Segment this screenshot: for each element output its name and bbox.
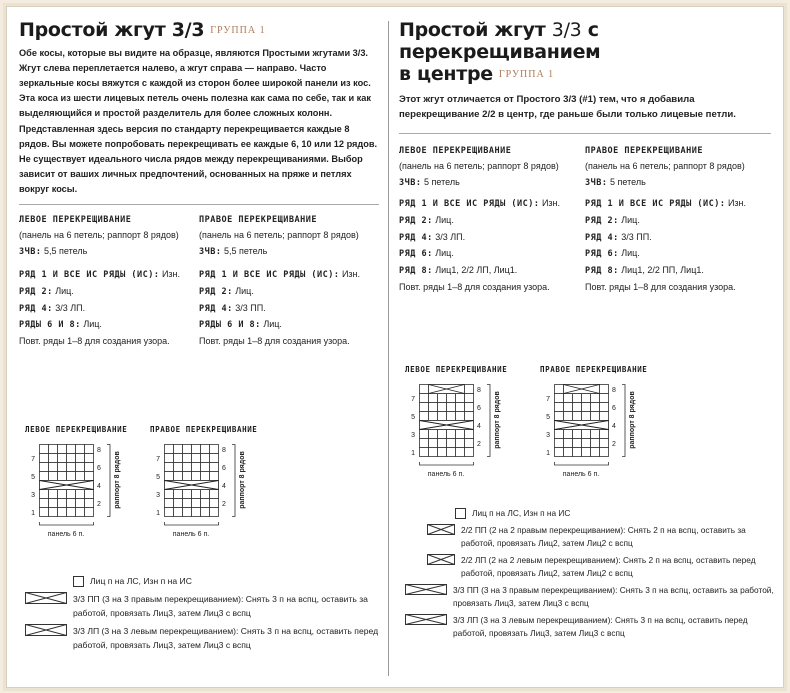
chart-cell	[192, 490, 201, 499]
row-number-left: 1	[31, 510, 35, 517]
chart-cell	[429, 403, 438, 412]
row-number-right: 6	[477, 405, 481, 412]
chart-cell	[591, 394, 600, 403]
panel-bracket	[555, 462, 609, 465]
row-number-right: 6	[222, 465, 226, 472]
left-title: Простой жгут 3/3 ГРУППА 1	[19, 19, 266, 41]
chart-cell	[58, 472, 67, 481]
chart-cell	[76, 463, 85, 472]
chart-cell	[165, 499, 174, 508]
row-number-left: 5	[411, 414, 415, 421]
chart-cell	[573, 439, 582, 448]
left-chart-right-cross	[150, 425, 275, 561]
instr-row2: РЯД 2: Лиц.	[585, 214, 640, 226]
instr-row1: РЯД 1 И ВСЕ ИС РЯДЫ (ИС): Изн.	[19, 268, 181, 280]
left-group-label: ГРУППА 1	[210, 24, 266, 36]
knit-square-icon	[455, 508, 466, 519]
chart-cell	[573, 412, 582, 421]
row-number-right: 2	[97, 501, 101, 508]
chart-cell	[58, 508, 67, 517]
cross-right-2-2-icon	[427, 524, 455, 535]
row-number-left: 7	[156, 456, 160, 463]
chart-cell	[447, 430, 456, 439]
instr-row6: РЯД 6: Лиц.	[399, 248, 454, 260]
instr-row8: РЯД 8: Лиц1, 2/2 ЛП, Лиц1.	[399, 265, 518, 277]
instr-repeat: Повт. ряды 1–8 для создания узора.	[19, 336, 170, 347]
right-chart-right-cross	[540, 365, 665, 501]
chart-cell	[76, 445, 85, 454]
panel-label: панель 6 п.	[172, 531, 210, 538]
instr-row1: РЯД 1 И ВСЕ ИС РЯДЫ (ИС): Изн.	[585, 198, 747, 210]
chart-cell	[201, 499, 210, 508]
right-group-label: ГРУППА 1	[498, 68, 555, 80]
chart-cell	[67, 445, 76, 454]
row-number-right: 8	[477, 387, 481, 394]
chart-cell	[165, 472, 174, 481]
row-number-right: 4	[97, 483, 101, 490]
right-instructions	[399, 144, 771, 296]
chart-cell	[465, 430, 474, 439]
chart-cell	[438, 412, 447, 421]
page-frame	[6, 6, 784, 688]
legend-item: 3/3 ЛП (3 на 3 левым перекрещиванием): Снять 3 п на вспц, оставить перед работой, провязать Лиц3, затем Лиц3 с вспц	[405, 614, 777, 640]
chart-cell	[67, 472, 76, 481]
chart-cell	[465, 439, 474, 448]
chart-cell	[564, 412, 573, 421]
chart-cell	[465, 448, 474, 457]
chart-cell	[183, 472, 192, 481]
chart-cell	[564, 448, 573, 457]
chart-cell	[85, 508, 94, 517]
chart-cell	[600, 430, 609, 439]
chart-cell	[600, 385, 609, 394]
chart-cell	[174, 445, 183, 454]
panel-label: панель 6 п.	[562, 471, 600, 478]
panel-label: панель 6 п.	[47, 531, 85, 538]
chart-cell	[67, 508, 76, 517]
chart-cell	[438, 403, 447, 412]
chart-cell	[420, 394, 429, 403]
chart-cell	[582, 412, 591, 421]
legend-item: 2/2 ПП (2 на 2 правым перекрещиванием): Снять 2 п на вспц, оставить за работой, провязать Лиц2, затем Лиц2 с вспц	[427, 524, 777, 550]
chart-cell	[165, 445, 174, 454]
right-left-cross-instructions	[399, 144, 585, 296]
chart-cell	[447, 439, 456, 448]
chart-cell	[174, 499, 183, 508]
row-number-right: 2	[612, 441, 616, 448]
chart-cell	[456, 430, 465, 439]
instr-panel: (панель на 6 петель; раппорт 8 рядов)	[19, 230, 179, 241]
legend-item: Лиц п на ЛС, Изн п на ИС	[455, 507, 777, 520]
legend-item: Лиц п на ЛС, Изн п на ИС	[73, 574, 380, 588]
instr-row8: РЯД 8: Лиц1, 2/2 ПП, Лиц1.	[585, 265, 704, 277]
instr-row4: РЯД 4: 3/3 ЛП.	[19, 302, 86, 314]
chart-cell	[76, 508, 85, 517]
panel-bracket	[40, 522, 94, 525]
chart-cell	[85, 463, 94, 472]
right-legend	[405, 507, 777, 644]
chart-title: ПРАВОЕ ПЕРЕКРЕЩИВАНИЕ	[150, 425, 258, 434]
chart-cell	[67, 463, 76, 472]
legend-item: 2/2 ЛП (2 на 2 левым перекрещиванием): Снять 2 п на вспц, оставить перед работой, провязать Лиц2, затем Лиц2 с вспц	[427, 554, 777, 580]
instr-row2: РЯД 2: Лиц.	[199, 285, 254, 297]
chart-cell	[438, 439, 447, 448]
chart-cell	[555, 430, 564, 439]
chart-cell	[429, 430, 438, 439]
panel-bracket	[165, 522, 219, 525]
cross-left-3-3-icon	[405, 614, 447, 625]
chart-cell	[192, 463, 201, 472]
chart-cell	[210, 508, 219, 517]
stitch-chart	[540, 378, 665, 496]
instr-row1: РЯД 1 И ВСЕ ИС РЯДЫ (ИС): Изн.	[199, 268, 361, 280]
chart-cell	[447, 394, 456, 403]
instr-row68: РЯДЫ 6 И 8: Лиц.	[19, 319, 102, 331]
chart-cell	[564, 430, 573, 439]
instr-row4: РЯД 4: 3/3 ПП.	[199, 302, 266, 314]
instr-row68: РЯДЫ 6 И 8: Лиц.	[199, 319, 282, 331]
repeat-bracket	[487, 385, 490, 457]
chart-cell	[564, 394, 573, 403]
chart-cell	[456, 403, 465, 412]
chart-cell	[438, 430, 447, 439]
chart-cell	[183, 508, 192, 517]
row-number-left: 7	[411, 396, 415, 403]
chart-cell	[210, 463, 219, 472]
row-number-right: 6	[612, 405, 616, 412]
chart-cell	[85, 490, 94, 499]
knit-square-icon	[73, 576, 84, 587]
repeat-label: раппорт 8 рядов	[629, 391, 636, 449]
legend-item: 3/3 ЛП (3 на 3 левым перекрещиванием): Снять 3 п на вспц, оставить перед работой, провязать Лиц3, затем Лиц3 с вспц	[25, 624, 380, 652]
row-number-right: 2	[222, 501, 226, 508]
right-title: Простой жгут 3/3 с перекрещиванием в центре ГРУППА 1	[399, 19, 601, 85]
chart-cell	[573, 394, 582, 403]
chart-cell	[564, 403, 573, 412]
chart-cell	[58, 463, 67, 472]
instr-repeat: Повт. ряды 1–8 для создания узора.	[399, 282, 550, 293]
chart-cell	[210, 454, 219, 463]
chart-cell	[582, 430, 591, 439]
column-divider	[388, 21, 389, 676]
chart-cell	[420, 448, 429, 457]
chart-cell	[183, 490, 192, 499]
chart-cell	[85, 445, 94, 454]
chart-cell	[573, 403, 582, 412]
instr-zchv: ЗЧВ: 5 петель	[399, 177, 460, 189]
chart-cell	[192, 508, 201, 517]
chart-cell	[58, 490, 67, 499]
chart-cell	[49, 463, 58, 472]
repeat-label: раппорт 8 рядов	[494, 391, 501, 449]
chart-cell	[165, 508, 174, 517]
instr-heading: ЛЕВОЕ ПЕРЕКРЕЩИВАНИЕ	[19, 214, 132, 225]
left-rule	[19, 204, 379, 205]
chart-cell	[456, 394, 465, 403]
right-rule	[399, 133, 771, 134]
chart-cell	[456, 412, 465, 421]
chart-cell	[600, 448, 609, 457]
repeat-bracket	[232, 445, 235, 517]
chart-cell	[76, 499, 85, 508]
chart-cell	[456, 439, 465, 448]
chart-cell	[600, 412, 609, 421]
chart-cell	[600, 403, 609, 412]
chart-title: ЛЕВОЕ ПЕРЕКРЕЩИВАНИЕ	[405, 365, 508, 374]
chart-cell	[429, 412, 438, 421]
left-column	[19, 7, 379, 350]
instr-row2: РЯД 2: Лиц.	[19, 285, 74, 297]
chart-cell	[210, 472, 219, 481]
chart-cell	[420, 385, 429, 394]
row-number-right: 4	[222, 483, 226, 490]
chart-cell	[85, 499, 94, 508]
cross-right-3-3-icon	[405, 584, 447, 595]
chart-cell	[40, 499, 49, 508]
row-number-left: 1	[546, 450, 550, 457]
chart-cell	[582, 394, 591, 403]
row-number-right: 8	[222, 447, 226, 454]
left-left-cross-instructions	[19, 213, 199, 350]
row-number-left: 3	[411, 432, 415, 439]
chart-cell	[447, 412, 456, 421]
chart-cell	[420, 430, 429, 439]
panel-label: панель 6 п.	[427, 471, 465, 478]
chart-cell	[174, 508, 183, 517]
chart-cell	[174, 490, 183, 499]
chart-cell	[183, 463, 192, 472]
chart-cell	[438, 448, 447, 457]
chart-cell	[564, 439, 573, 448]
chart-title: ПРАВОЕ ПЕРЕКРЕЩИВАНИЕ	[540, 365, 648, 374]
chart-cell	[201, 454, 210, 463]
chart-cell	[582, 448, 591, 457]
chart-cell	[76, 454, 85, 463]
instr-heading: ПРАВОЕ ПЕРЕКРЕЩИВАНИЕ	[199, 214, 317, 225]
chart-cell	[40, 490, 49, 499]
instr-row1: РЯД 1 И ВСЕ ИС РЯДЫ (ИС): Изн.	[399, 198, 561, 210]
instr-row6: РЯД 6: Лиц.	[585, 248, 640, 260]
chart-cell	[85, 454, 94, 463]
instr-row4: РЯД 4: 3/3 ЛП.	[399, 231, 466, 243]
instr-heading: ПРАВОЕ ПЕРЕКРЕЩИВАНИЕ	[585, 145, 703, 156]
instr-zchv: ЗЧВ: 5 петель	[585, 177, 646, 189]
chart-cell	[174, 472, 183, 481]
chart-cell	[40, 454, 49, 463]
chart-cell	[591, 403, 600, 412]
chart-cell	[555, 394, 564, 403]
row-number-right: 4	[477, 423, 481, 430]
chart-cell	[573, 430, 582, 439]
cross-right-3-3-icon	[25, 592, 67, 604]
row-number-left: 5	[156, 474, 160, 481]
chart-cell	[600, 439, 609, 448]
chart-cell	[456, 448, 465, 457]
cross-left-2-2-icon	[427, 554, 455, 565]
chart-cell	[76, 472, 85, 481]
chart-cell	[183, 454, 192, 463]
chart-cell	[192, 454, 201, 463]
chart-cell	[67, 499, 76, 508]
chart-cell	[210, 445, 219, 454]
chart-cell	[447, 403, 456, 412]
chart-cell	[438, 394, 447, 403]
row-number-left: 1	[156, 510, 160, 517]
instr-repeat: Повт. ряды 1–8 для создания узора.	[585, 282, 736, 293]
repeat-bracket	[622, 385, 625, 457]
chart-cell	[192, 445, 201, 454]
chart-cell	[174, 454, 183, 463]
chart-cell	[582, 403, 591, 412]
chart-cell	[67, 490, 76, 499]
left-instructions	[19, 213, 379, 350]
chart-cell	[555, 412, 564, 421]
instr-row2: РЯД 2: Лиц.	[399, 214, 454, 226]
chart-cell	[58, 454, 67, 463]
row-number-left: 5	[546, 414, 550, 421]
chart-cell	[429, 439, 438, 448]
chart-cell	[555, 448, 564, 457]
chart-cell	[201, 490, 210, 499]
chart-cell	[183, 445, 192, 454]
chart-cell	[420, 412, 429, 421]
row-number-left: 3	[156, 492, 160, 499]
chart-title: ЛЕВОЕ ПЕРЕКРЕЩИВАНИЕ	[25, 425, 128, 434]
right-chart-left-cross	[405, 365, 530, 501]
row-number-right: 6	[97, 465, 101, 472]
chart-cell	[591, 439, 600, 448]
chart-cell	[165, 490, 174, 499]
instr-repeat: Повт. ряды 1–8 для создания узора.	[199, 336, 350, 347]
left-chart-left-cross	[25, 425, 150, 561]
row-number-right: 4	[612, 423, 616, 430]
chart-cell	[600, 394, 609, 403]
chart-cell	[174, 463, 183, 472]
cross-left-3-3-icon	[25, 624, 67, 636]
left-right-cross-instructions	[199, 213, 379, 350]
repeat-bracket	[107, 445, 110, 517]
chart-cell	[210, 490, 219, 499]
chart-cell	[165, 454, 174, 463]
instr-heading: ЛЕВОЕ ПЕРЕКРЕЩИВАНИЕ	[399, 145, 512, 156]
chart-cell	[420, 439, 429, 448]
chart-cell	[555, 439, 564, 448]
stitch-chart	[405, 378, 530, 496]
instr-panel: (панель на 6 петель; раппорт 8 рядов)	[199, 230, 359, 241]
chart-cell	[40, 463, 49, 472]
right-intro: Этот жгут отличается от Простого 3/3 (#1) тем, что я добавила перекрещивание 2/2 в центр, где раньше были только лицевые петли.	[399, 93, 736, 121]
chart-cell	[201, 508, 210, 517]
repeat-label: раппорт 8 рядов	[114, 451, 121, 509]
chart-cell	[192, 499, 201, 508]
chart-cell	[201, 463, 210, 472]
legend-item: 3/3 ПП (3 на 3 правым перекрещиванием): Снять 3 п на вспц, оставить за работой, провязать Лиц3, затем Лиц3 с вспц	[25, 592, 380, 620]
chart-cell	[40, 472, 49, 481]
chart-cell	[447, 448, 456, 457]
chart-cell	[591, 448, 600, 457]
chart-cell	[201, 445, 210, 454]
chart-cell	[465, 403, 474, 412]
chart-cell	[67, 454, 76, 463]
row-number-left: 3	[546, 432, 550, 439]
row-number-left: 7	[546, 396, 550, 403]
row-number-left: 3	[31, 492, 35, 499]
chart-cell	[582, 439, 591, 448]
chart-cell	[591, 430, 600, 439]
chart-cell	[465, 385, 474, 394]
chart-cell	[183, 499, 192, 508]
chart-cell	[210, 499, 219, 508]
chart-cell	[49, 508, 58, 517]
instr-panel: (панель на 6 петель; раппорт 8 рядов)	[585, 161, 745, 172]
legend-item: 3/3 ПП (3 на 3 правым перекрещиванием): Снять 3 п на вспц, оставить за работой, провязать Лиц3, затем Лиц3 с вспц	[405, 584, 777, 610]
chart-cell	[591, 412, 600, 421]
chart-cell	[49, 445, 58, 454]
chart-cell	[165, 463, 174, 472]
stitch-chart	[150, 438, 275, 556]
chart-cell	[40, 445, 49, 454]
row-number-left: 1	[411, 450, 415, 457]
row-number-right: 2	[477, 441, 481, 448]
chart-cell	[555, 403, 564, 412]
panel-bracket	[420, 462, 474, 465]
left-intro: Обе косы, которые вы видите на образце, являются Простыми жгутами 3/3. Жгут слева переплетается налево, а жгут справа — направо. Часто зеркальные косы вяжутся с каждой из сторон более широкой панели из кос. Эта коса из шести лицевых петель очень полезна как сама по себе, так и как выделяющийся и простой разделитель для более сложных колонн. Представленная здесь версия по стандарту перекрещивается каждые 8 рядов. Вы можете попробовать перекрещивать ее каждые 6, 10 или 12 рядов. Не существует идеального числа рядов между перекрещиваниями. Выбор зависит от ваших личных предпочтений, основанных на пряже и петлях вокруг косы.	[19, 47, 378, 195]
left-legend	[25, 574, 380, 656]
chart-cell	[429, 448, 438, 457]
chart-cell	[40, 508, 49, 517]
instr-zchv: ЗЧВ: 5,5 петель	[19, 246, 88, 258]
chart-cell	[49, 490, 58, 499]
row-number-right: 8	[612, 387, 616, 394]
row-number-right: 8	[97, 447, 101, 454]
row-number-left: 7	[31, 456, 35, 463]
instr-row4: РЯД 4: 3/3 ПП.	[585, 231, 652, 243]
stitch-chart	[25, 438, 150, 556]
instr-panel: (панель на 6 петель; раппорт 8 рядов)	[399, 161, 559, 172]
chart-cell	[58, 499, 67, 508]
chart-cell	[192, 472, 201, 481]
right-column	[399, 7, 771, 296]
chart-cell	[201, 472, 210, 481]
chart-cell	[49, 454, 58, 463]
repeat-label: раппорт 8 рядов	[239, 451, 246, 509]
chart-cell	[555, 385, 564, 394]
row-number-left: 5	[31, 474, 35, 481]
chart-cell	[58, 445, 67, 454]
right-right-cross-instructions	[585, 144, 771, 296]
chart-cell	[429, 394, 438, 403]
chart-cell	[420, 403, 429, 412]
chart-cell	[85, 472, 94, 481]
chart-cell	[49, 472, 58, 481]
chart-cell	[465, 412, 474, 421]
chart-cell	[573, 448, 582, 457]
instr-zchv: ЗЧВ: 5,5 петель	[199, 246, 268, 258]
chart-cell	[465, 394, 474, 403]
chart-cell	[49, 499, 58, 508]
chart-cell	[76, 490, 85, 499]
